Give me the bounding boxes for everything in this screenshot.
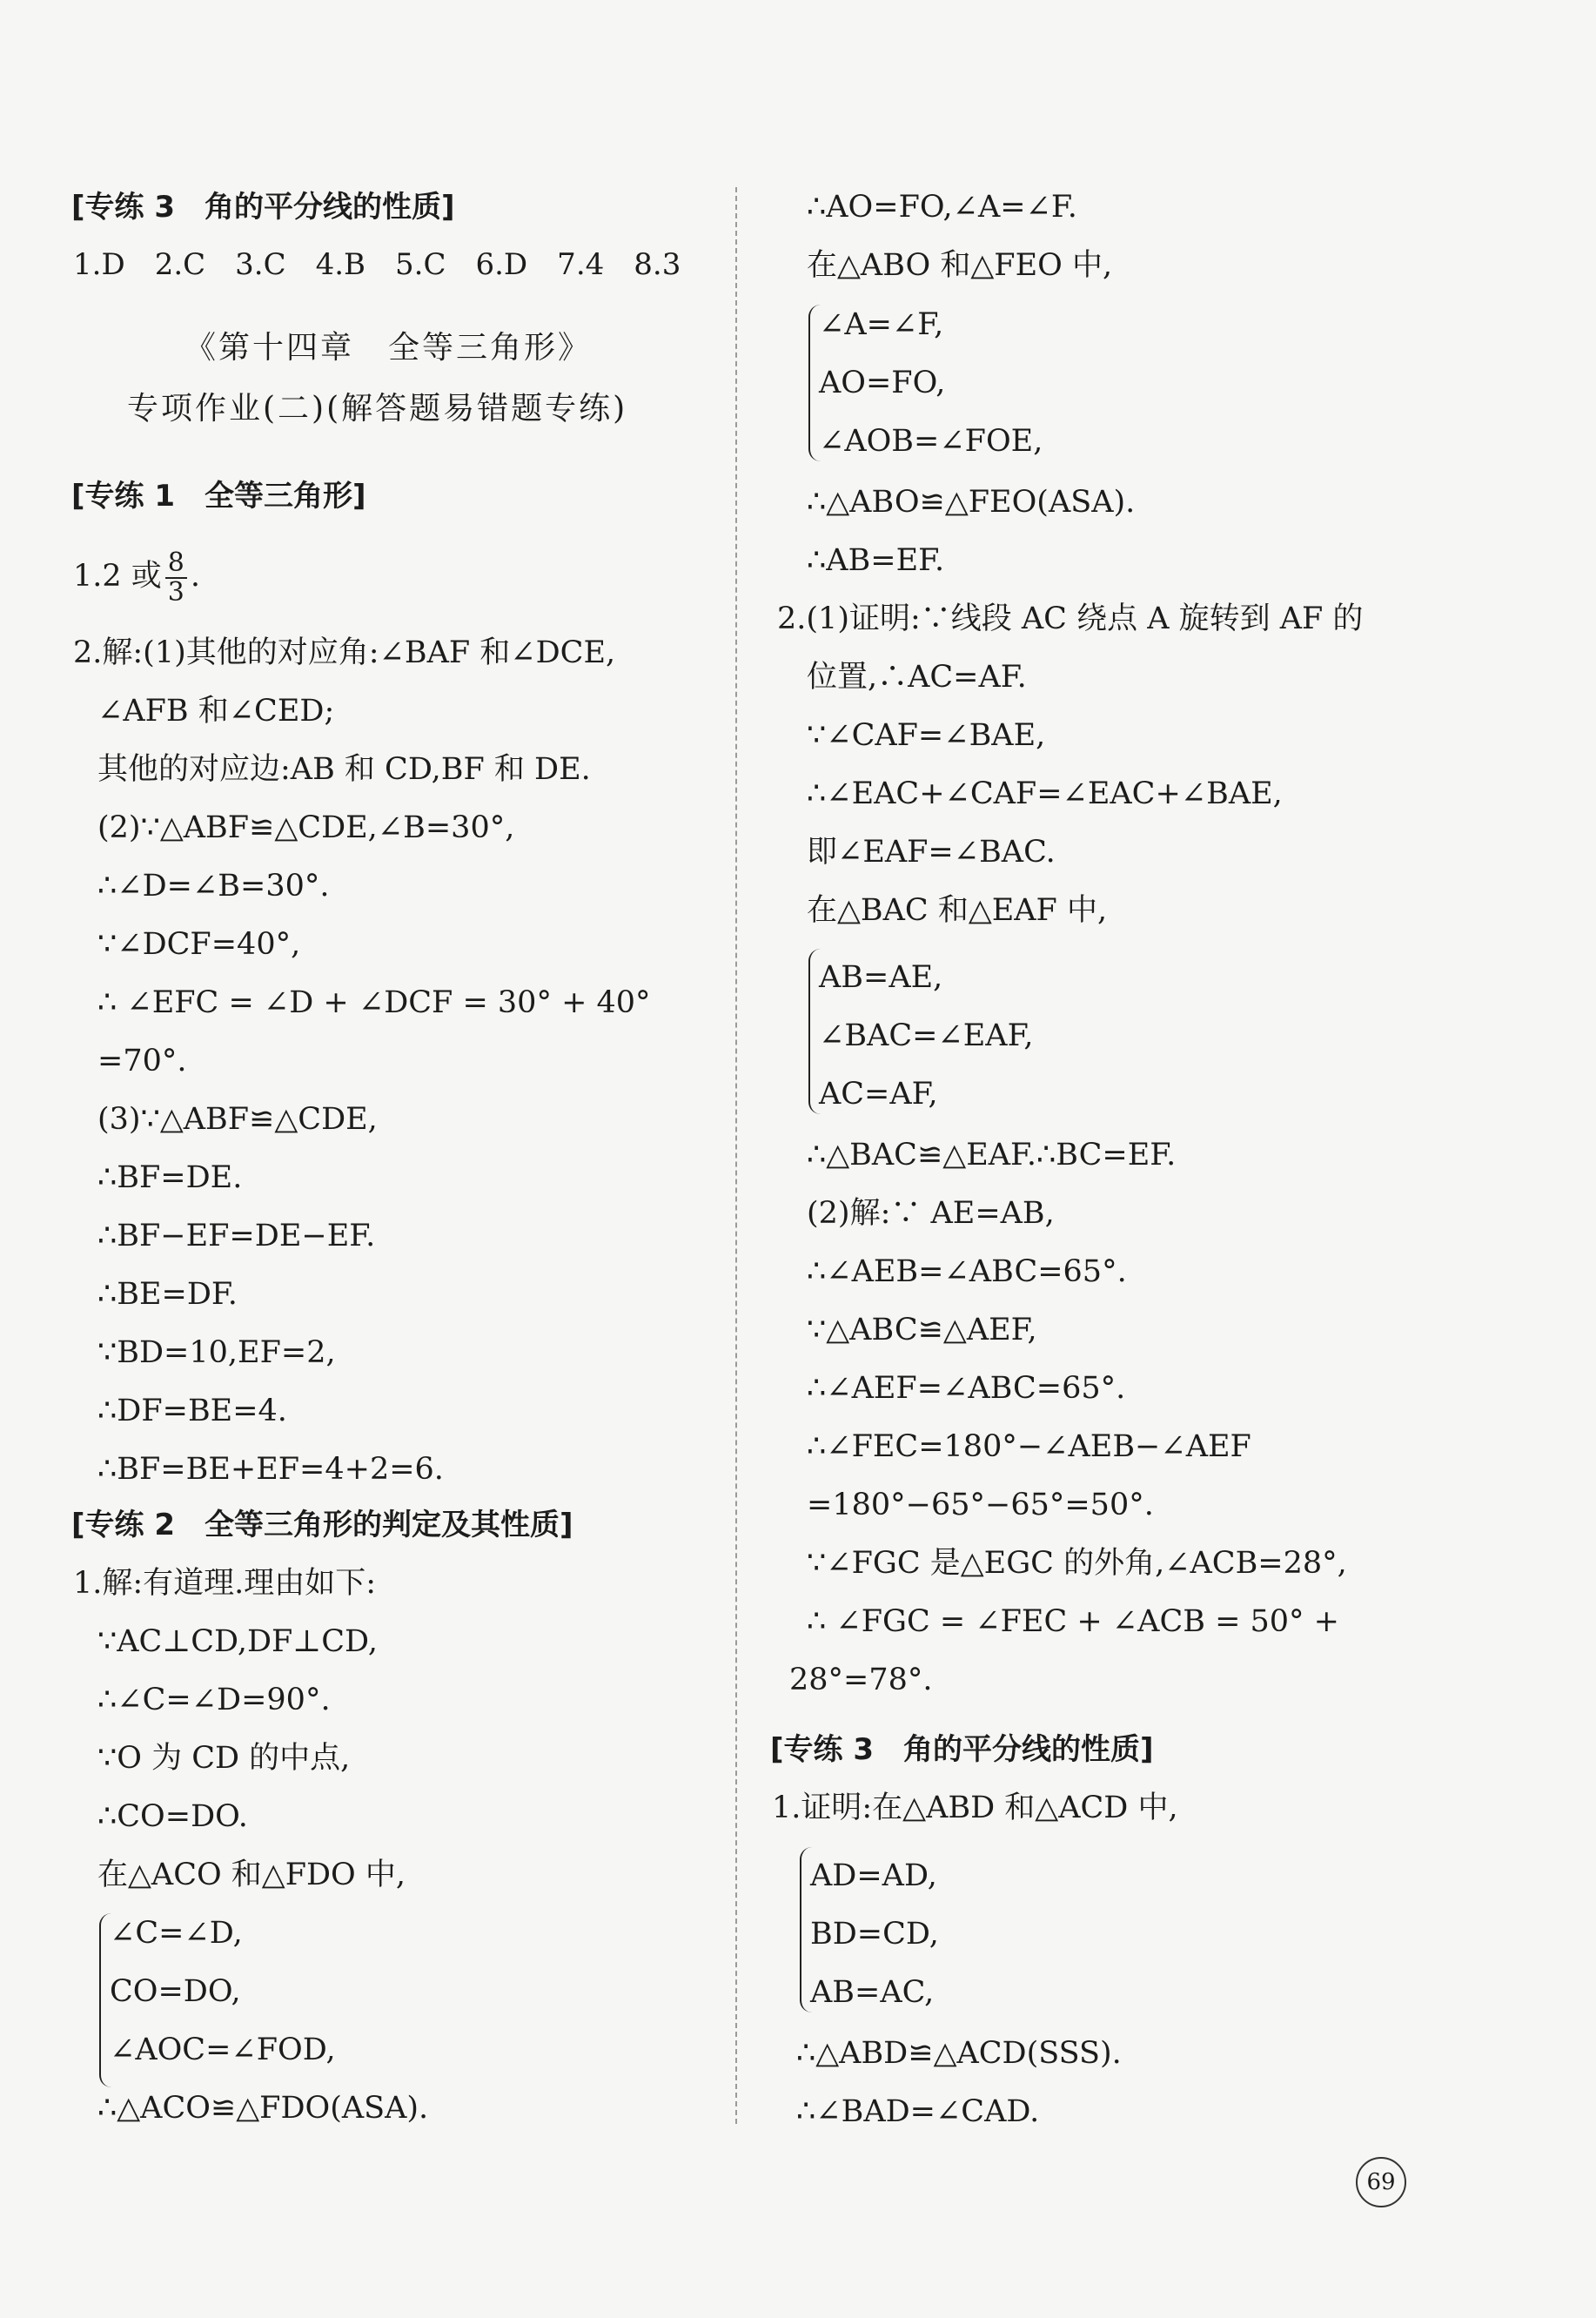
section-heading-s3-right: [专练 3 角的平分线的性质]	[770, 1732, 1154, 1767]
system-line: ∠C=∠D,	[110, 1916, 243, 1951]
page-number: 69	[1356, 2157, 1406, 2207]
text-line: ∴CO=DO.	[97, 1799, 248, 1834]
text-line: ∴△ACO≌△FDO(ASA).	[97, 2091, 429, 2126]
text-line: ∴BF=BE+EF=4+2=6.	[97, 1452, 444, 1487]
section-heading-s3: [专练 3 角的平分线的性质]	[71, 190, 455, 225]
text-line: ∴∠FEC=180°−∠AEB−∠AEF	[807, 1429, 1251, 1464]
text-line: ∴DF=BE=4.	[97, 1394, 287, 1428]
section-heading-s2: [专练 2 全等三角形的判定及其性质]	[71, 1508, 573, 1542]
text-line: 1.解:有道理.理由如下:	[73, 1566, 377, 1601]
text-line: ∴∠AEB=∠ABC=65°.	[807, 1254, 1127, 1289]
system-line: AC=AF,	[819, 1077, 938, 1112]
text-line: ∴∠AEF=∠ABC=65°.	[807, 1371, 1126, 1406]
text-line: 28°=78°.	[789, 1663, 933, 1697]
text-line: (2)∵△ABF≌△CDE,∠B=30°,	[97, 810, 515, 845]
text-line: ∴∠EAC+∠CAF=∠EAC+∠BAE,	[807, 776, 1283, 811]
text-line: ∵∠FGC 是△EGC 的外角,∠ACB=28°,	[807, 1546, 1347, 1581]
chapter-title: 《第十四章 全等三角形》	[184, 330, 593, 366]
answer-key-s3: 1.D 2.C 3.C 4.B 5.C 6.D 7.4 8.3	[73, 247, 681, 282]
text-line: ∠AFB 和∠CED;	[97, 694, 335, 729]
system-line: CO=DO,	[110, 1974, 241, 2009]
text-line: 2.(1)证明:∵线段 AC 绕点 A 旋转到 AF 的	[777, 601, 1364, 636]
text-line: 其他的对应边:AB 和 CD,BF 和 DE.	[97, 752, 591, 787]
system-line: AB=AC,	[810, 1975, 935, 2010]
text-line: ∴∠C=∠D=90°.	[97, 1683, 331, 1717]
text-line: ∵AC⊥CD,DF⊥CD,	[97, 1624, 378, 1659]
system-line: AO=FO,	[819, 366, 946, 400]
text-line: 1.证明:在△ABD 和△ACD 中,	[772, 1791, 1178, 1825]
text-line: 在△BAC 和△EAF 中,	[807, 893, 1108, 928]
column-divider	[735, 187, 737, 2124]
system-line: AB=AE,	[819, 960, 943, 995]
text-line: ∴△ABO≌△FEO(ASA).	[807, 485, 1136, 520]
fraction	[165, 549, 187, 607]
text-line: 即∠EAF=∠BAC.	[807, 835, 1056, 870]
text-line: ∵BD=10,EF=2,	[97, 1335, 336, 1370]
text-line: ∴△ABD≌△ACD(SSS).	[796, 2036, 1122, 2071]
text-line: ∴BF=DE.	[97, 1160, 243, 1195]
text-line: ∴BE=DF.	[97, 1277, 238, 1312]
text-line: =70°.	[97, 1044, 187, 1078]
system-line: ∠AOC=∠FOD,	[110, 2032, 336, 2067]
fraction-numerator: 8	[165, 549, 187, 579]
text-line: ∴AB=EF.	[807, 543, 945, 578]
text-line: ∴△BAC≌△EAF.∴BC=EF.	[807, 1138, 1177, 1172]
text-line: ∵△ABC≌△AEF,	[807, 1313, 1037, 1347]
text-line: ∴AO=FO,∠A=∠F.	[807, 190, 1077, 225]
answer-q1	[73, 541, 200, 611]
text-line: 位置,∴AC=AF.	[807, 660, 1027, 695]
text-line: ∴∠D=∠B=30°.	[97, 869, 330, 904]
system-line: ∠BAC=∠EAF,	[819, 1018, 1034, 1053]
text-line: (3)∵△ABF≌△CDE,	[97, 1102, 378, 1137]
fraction-denominator: 3	[167, 576, 184, 608]
system-line: ∠A=∠F,	[819, 307, 944, 342]
text-line: ∴ ∠FGC = ∠FEC + ∠ACB = 50° +	[807, 1604, 1340, 1639]
text-line: ∵O 为 CD 的中点,	[97, 1741, 351, 1776]
text-line: (2)解:∵ AE=AB,	[807, 1196, 1055, 1231]
text-line: 在△ABO 和△FEO 中,	[807, 248, 1113, 283]
chapter-subtitle: 专项作业(二)(解答题易错题专练)	[127, 391, 628, 427]
system-line: AD=AD,	[810, 1858, 937, 1893]
system-line: ∠AOB=∠FOE,	[819, 424, 1043, 459]
q1-prefix: 1.2 或	[73, 559, 162, 594]
text-line: =180°−65°−65°=50°.	[807, 1488, 1154, 1522]
text-line: 2.解:(1)其他的对应角:∠BAF 和∠DCE,	[73, 635, 616, 670]
text-line: 在△ACO 和△FDO 中,	[97, 1858, 406, 1892]
text-line: ∴ ∠EFC = ∠D + ∠DCF = 30° + 40°	[97, 985, 651, 1020]
system-line: BD=CD,	[810, 1917, 939, 1952]
section-heading-s1: [专练 1 全等三角形]	[71, 479, 366, 514]
text-line: ∵∠DCF=40°,	[97, 927, 301, 962]
q1-suffix: .	[190, 559, 201, 594]
text-line: ∵∠CAF=∠BAE,	[807, 718, 1046, 753]
text-line: ∴∠BAD=∠CAD.	[796, 2094, 1040, 2129]
text-line: ∴BF−EF=DE−EF.	[97, 1219, 376, 1253]
